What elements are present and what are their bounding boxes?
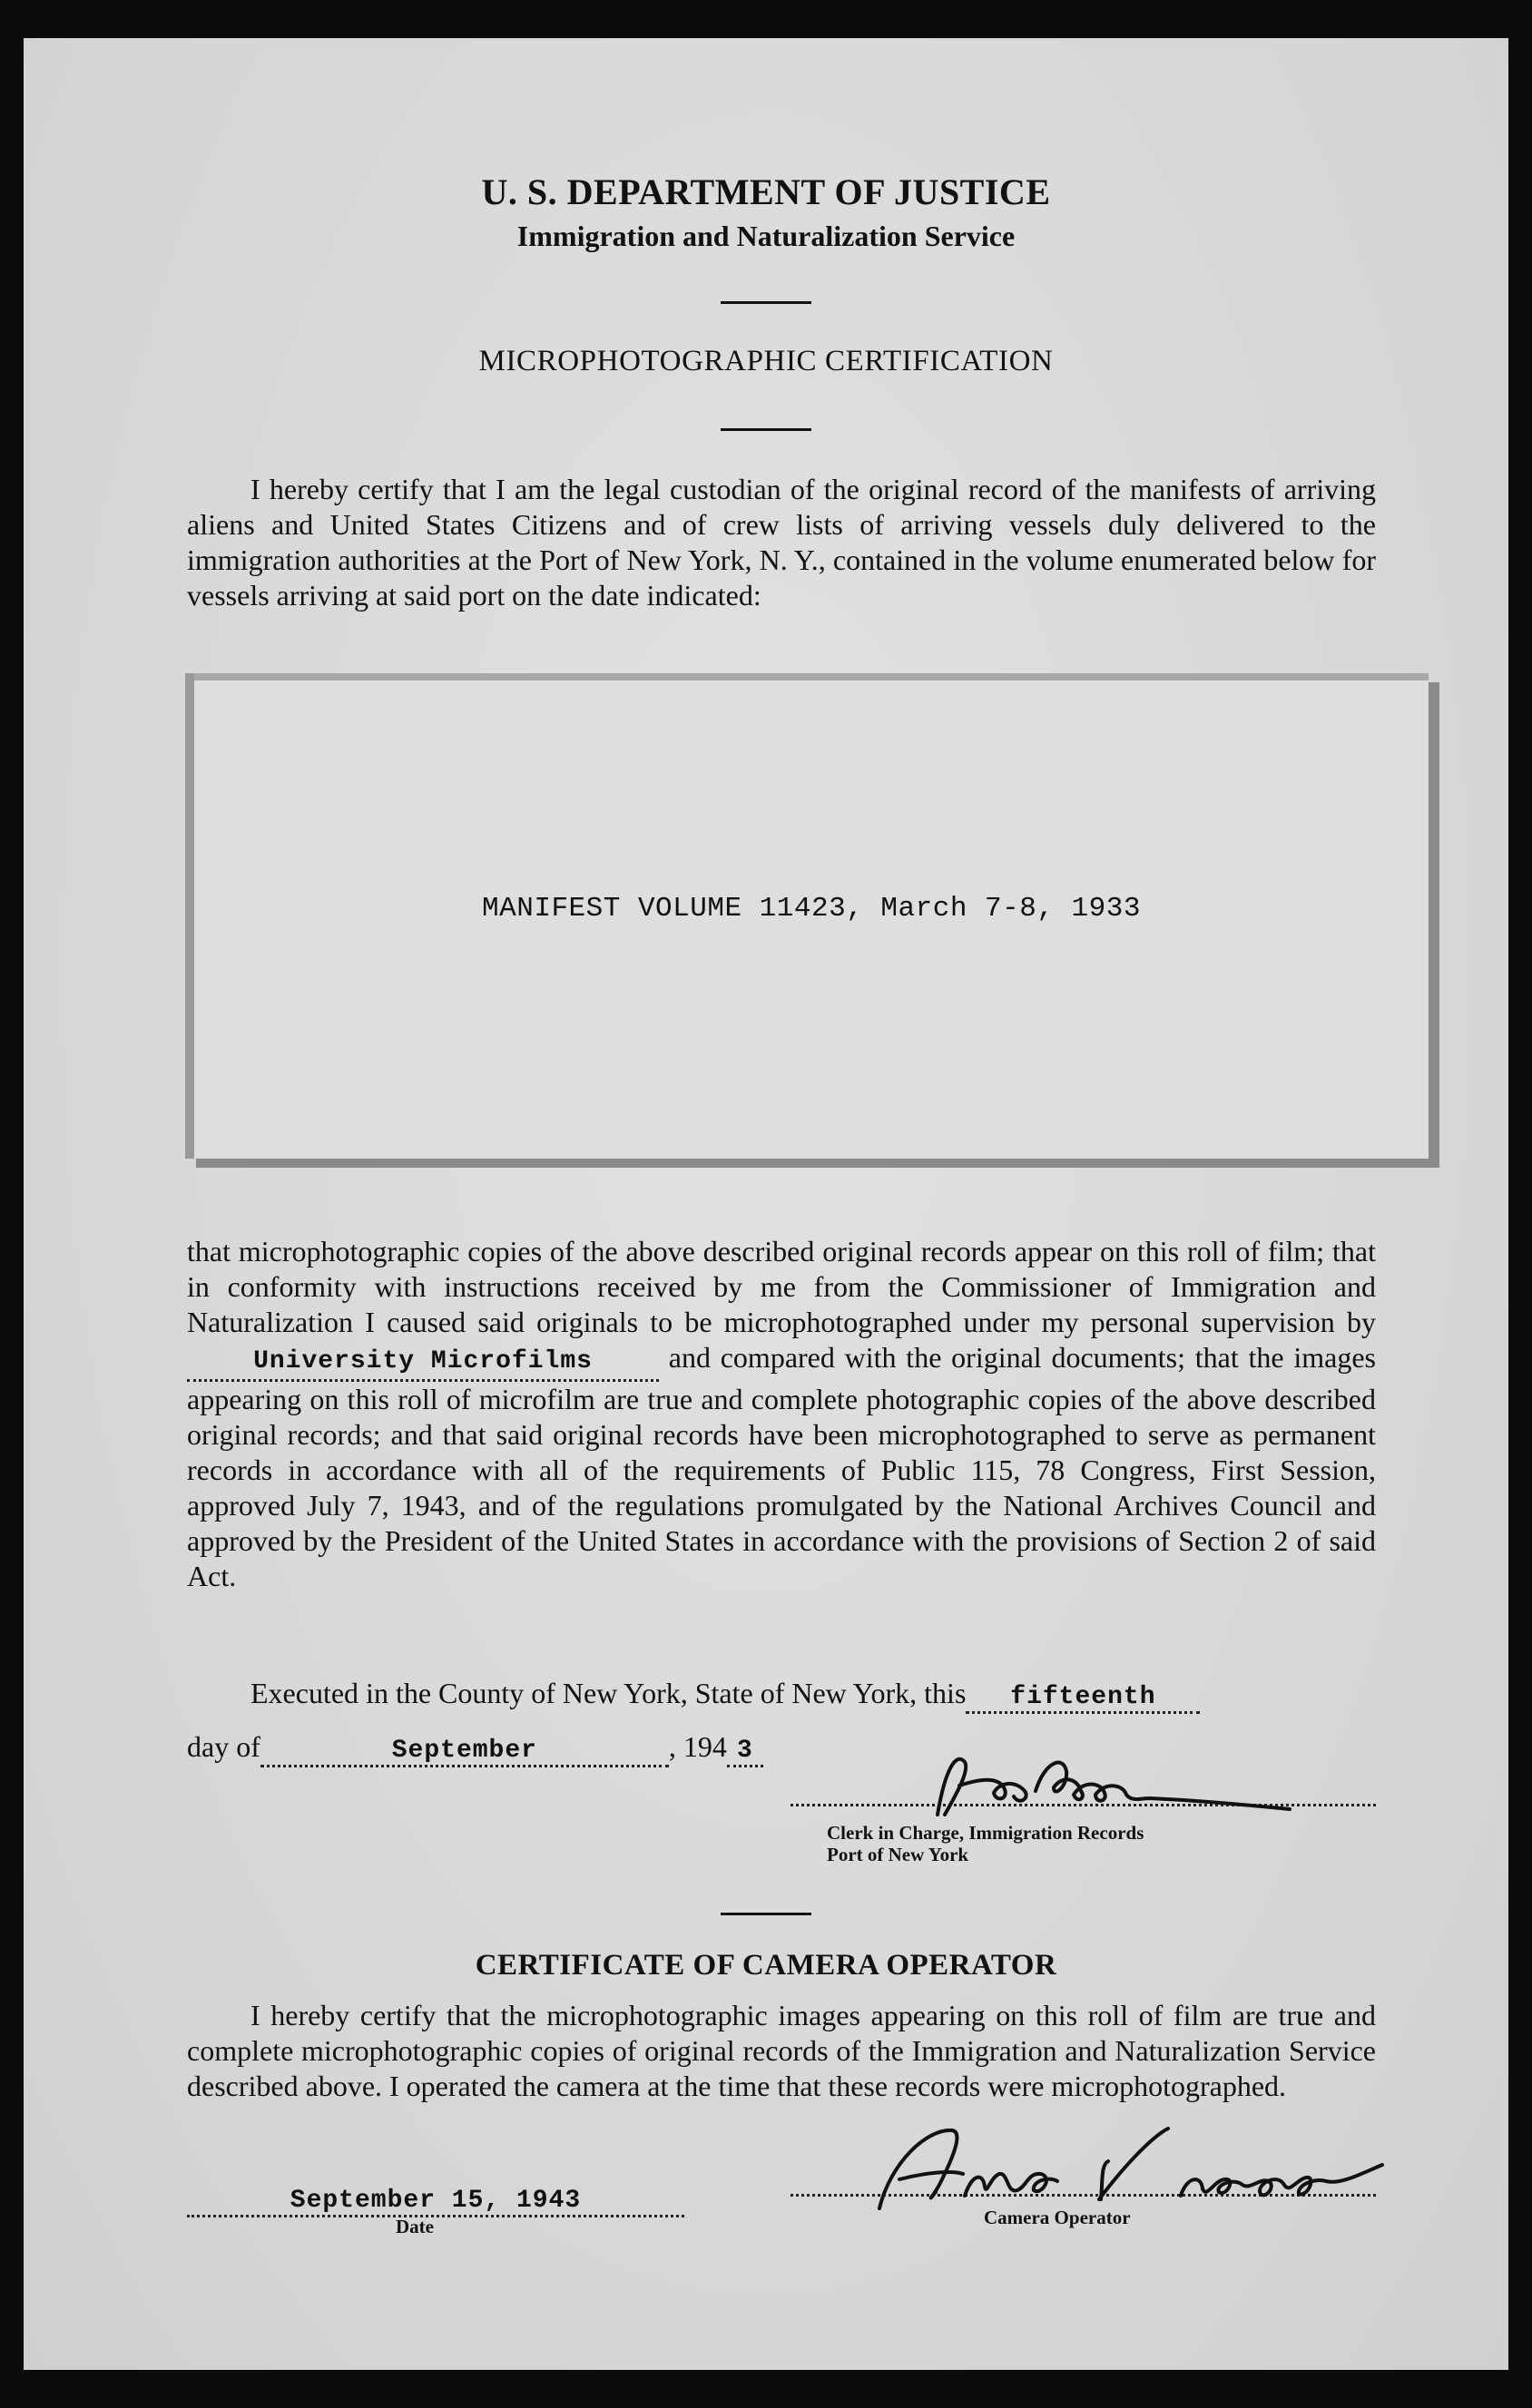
year-digit: 3 xyxy=(736,1737,753,1765)
year-field xyxy=(727,1730,763,1767)
date-field xyxy=(187,2187,684,2217)
intro-paragraph: I hereby certify that I am the legal custodian of the original record of the manifests of arriving aliens and United States Citizens and of crew lists of arriving vessels duly delivered to the immigration authorities at the Port of New York, N. Y., contained in the volume enumerated below for vessels arriving at said port on the date indicated: xyxy=(187,473,1376,612)
body-text-part2: and compared with the original documents; that the images appearing on this roll of microfilm are true and complete photographic copies of the above described original records; and that said original records have been microphotographed to serve as permanent records in accordance with all of the requirements of Public 115, 78 Congress, First Session, approved July 7, 1943, and of the regulations promulgated by the National Archives Council and approved by the President of the United States in accordance with the provisions of Section 2 of said Act. xyxy=(187,1341,1377,1592)
certification-title: MICROPHOTOGRAPHIC CERTIFICATION xyxy=(478,345,1054,377)
execution-text: Executed in the County of New York, State of New York, this xyxy=(250,1677,967,1709)
execution-line xyxy=(250,1677,1376,1714)
operator-caption: Camera Operator xyxy=(984,2207,1131,2228)
supervisor-name: University Microfilms xyxy=(253,1347,593,1375)
volume-card xyxy=(185,673,1429,1159)
clerk-caption xyxy=(827,1822,1144,1865)
day-field xyxy=(966,1677,1200,1714)
year-prefix: , 194 xyxy=(668,1730,727,1763)
clerk-caption-line2: Port of New York xyxy=(827,1844,969,1865)
day-value: fifteenth xyxy=(1010,1683,1156,1711)
certificate-sheet xyxy=(24,38,1508,2370)
day-of-line xyxy=(187,1730,763,1767)
divider-rule xyxy=(721,428,811,431)
operator-paragraph: I hereby certify that the microphotographic images appearing on this roll of film are true and complete microphotographic copies of original records of the Immigration and Naturalization Service described above. I operated the camera at the time that these records were microphotographed. xyxy=(187,1999,1376,2102)
operator-signature xyxy=(863,2109,1408,2227)
date-caption: Date xyxy=(396,2216,434,2237)
body-text-part1: that microphotographic copies of the above described original records appear on this roll of film; that in conformity with instructions received by me from the Commissioner of Immigration and Naturalization I caused said originals to be microphotographed under my personal supervision by xyxy=(187,1235,1376,1338)
department-heading: U. S. DEPARTMENT OF JUSTICE xyxy=(481,171,1051,212)
operator-heading: CERTIFICATE OF CAMERA OPERATOR xyxy=(475,1949,1057,1982)
clerk-caption-line1: Clerk in Charge, Immigration Records xyxy=(827,1822,1144,1844)
month-value: September xyxy=(391,1737,537,1765)
clerk-signature xyxy=(918,1735,1335,1835)
supervisor-field xyxy=(187,1340,659,1382)
divider-rule xyxy=(721,1913,811,1915)
divider-rule xyxy=(721,301,811,304)
body-paragraph xyxy=(187,1234,1376,1594)
volume-label: MANIFEST VOLUME 11423, March 7-8, 1933 xyxy=(482,893,1141,925)
month-field xyxy=(260,1730,669,1767)
date-value: September 15, 1943 xyxy=(290,2187,582,2215)
service-subheading: Immigration and Naturalization Service xyxy=(516,220,1016,252)
day-of-label: day of xyxy=(187,1730,260,1763)
